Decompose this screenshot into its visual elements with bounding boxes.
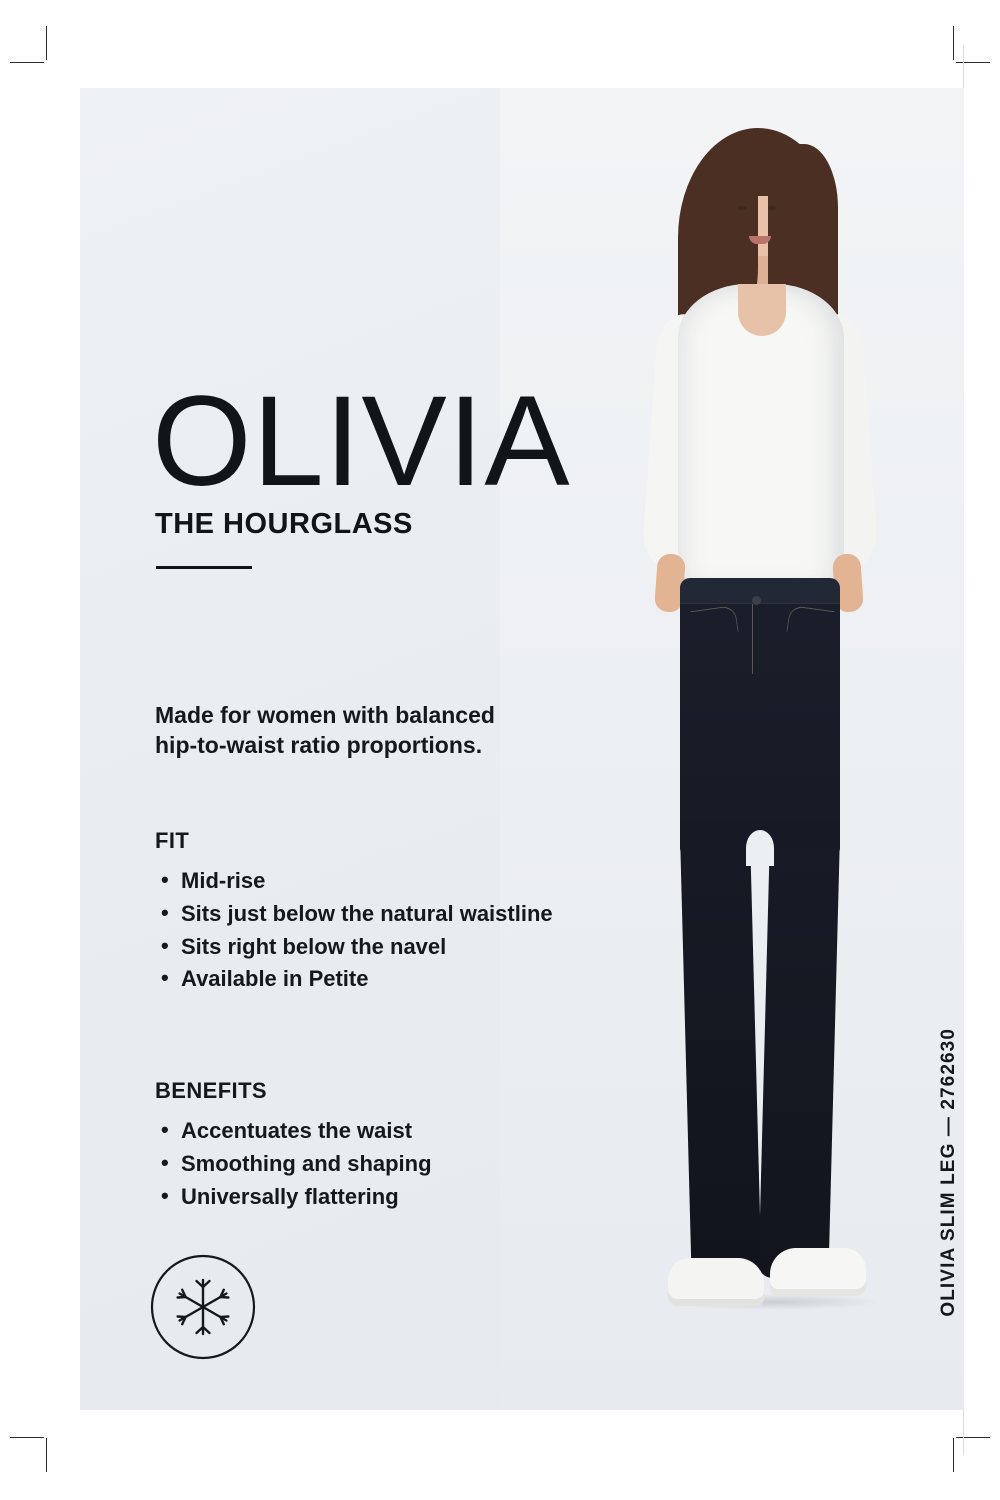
- section-benefits-list: [155, 1116, 555, 1212]
- section-fit-title: FIT: [155, 828, 190, 853]
- crop-mark-bottom-right-h: [956, 1437, 990, 1438]
- eye-right: [768, 206, 777, 210]
- list-item: • Sits just below the natural waistline: [155, 899, 555, 930]
- list-item: • Smoothing and shaping: [155, 1149, 555, 1180]
- title-divider: [156, 566, 252, 569]
- sneaker-right: [770, 1248, 866, 1296]
- crop-mark-top-left-v: [46, 26, 47, 60]
- model-photo: [500, 88, 964, 1410]
- jeans-inseam-gap: [746, 830, 774, 866]
- list-item: • Sits right below the navel: [155, 932, 555, 963]
- crop-mark-bottom-left-v: [46, 1438, 47, 1472]
- section-fit-list: [155, 866, 555, 995]
- crop-mark-bottom-left-h: [10, 1437, 44, 1438]
- snowflake-icon: [150, 1254, 256, 1360]
- list-item: • Universally flattering: [155, 1182, 555, 1213]
- crop-mark-top-left-h: [10, 62, 44, 63]
- sneaker-left: [668, 1258, 764, 1306]
- intro-paragraph: Made for women with balanced hip-to-waist ratio proportions.: [155, 702, 495, 759]
- list-item: • Available in Petite: [155, 964, 555, 995]
- page-title: OLIVIA: [152, 370, 571, 513]
- jeans-leg-right: [758, 848, 839, 1278]
- list-item: • Accentuates the waist: [155, 1116, 555, 1147]
- crop-mark-top-right-v: [953, 26, 954, 60]
- jeans-button: [752, 596, 761, 605]
- eye-left: [738, 206, 747, 210]
- jeans-fly-seam: [752, 604, 753, 674]
- tee-v-neck: [738, 284, 786, 336]
- section-fit: [155, 828, 555, 997]
- product-panel: [80, 88, 964, 1410]
- crop-mark-top-right-h: [956, 62, 990, 63]
- jeans-leg-left: [680, 848, 761, 1278]
- section-benefits-title: BENEFITS: [155, 1078, 267, 1103]
- list-item: • Mid-rise: [155, 866, 555, 897]
- section-benefits: [155, 1078, 555, 1214]
- page-subtitle: THE HOURGLASS: [155, 508, 413, 540]
- product-code-caption: OLIVIA SLIM LEG — 2762630: [938, 1028, 959, 1317]
- crop-mark-bottom-right-v: [953, 1438, 954, 1472]
